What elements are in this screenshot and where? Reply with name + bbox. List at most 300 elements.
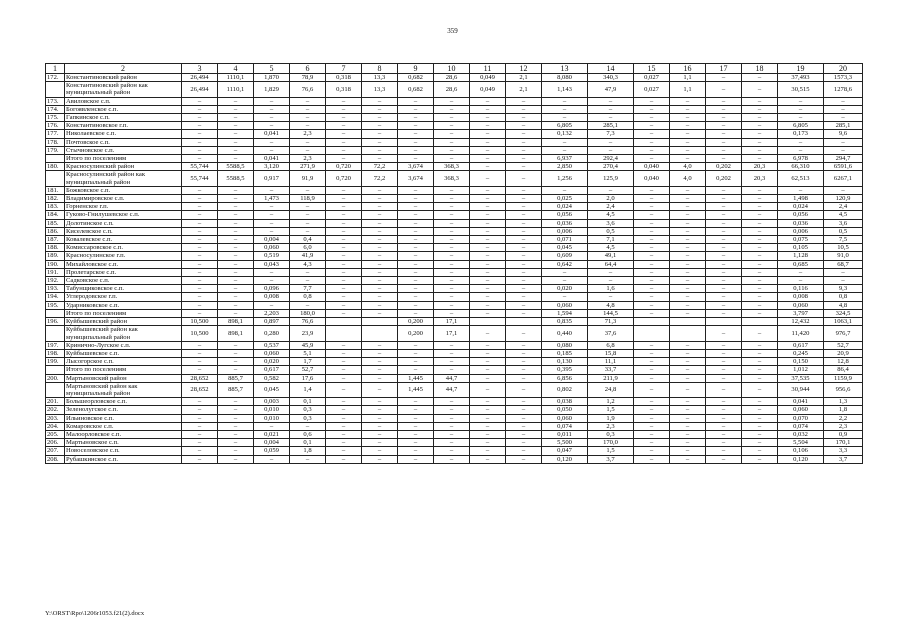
row-number: 185.	[46, 219, 65, 227]
value-cell: 6591,6	[824, 163, 863, 171]
value-cell: 17,1	[434, 326, 470, 341]
value-cell: –	[434, 366, 470, 374]
value-cell: –	[254, 227, 290, 235]
row-name: Авиловское с.п.	[65, 97, 182, 105]
value-cell: –	[634, 293, 670, 301]
value-cell: –	[290, 114, 326, 122]
value-cell: –	[362, 260, 398, 268]
value-cell: 5588,5	[218, 171, 254, 186]
value-cell: 0,200	[398, 318, 434, 326]
value-cell: –	[182, 105, 218, 113]
value-cell: –	[326, 301, 362, 309]
table-row	[46, 277, 863, 285]
value-cell: –	[824, 138, 863, 146]
value-cell: –	[470, 203, 506, 211]
table-row	[46, 203, 863, 211]
header-cell: 20	[824, 64, 863, 74]
value-cell: –	[254, 138, 290, 146]
value-cell: –	[218, 260, 254, 268]
header-cell: 6	[290, 64, 326, 74]
value-cell: –	[398, 366, 434, 374]
value-cell: 6267,1	[824, 171, 863, 186]
value-cell: –	[706, 301, 742, 309]
value-cell: 0,080	[542, 341, 588, 349]
value-cell: 0,802	[542, 382, 588, 397]
value-cell: –	[706, 146, 742, 154]
value-cell: –	[706, 293, 742, 301]
value-cell: –	[434, 211, 470, 219]
value-cell: 340,3	[588, 74, 634, 82]
value-cell: 2,3	[824, 422, 863, 430]
value-cell: –	[434, 244, 470, 252]
value-cell: –	[362, 398, 398, 406]
value-cell: 170,1	[824, 439, 863, 447]
row-number: 193.	[46, 285, 65, 293]
value-cell: 11,420	[778, 326, 824, 341]
value-cell: 0,021	[254, 430, 290, 438]
value-cell: –	[706, 82, 742, 97]
value-cell: –	[670, 455, 706, 463]
value-cell: 0,185	[542, 349, 588, 357]
value-cell: –	[362, 227, 398, 235]
row-name: Куйбышевский район	[65, 318, 182, 326]
row-number: 173.	[46, 97, 65, 105]
value-cell: –	[434, 219, 470, 227]
value-cell: –	[470, 219, 506, 227]
value-cell: –	[542, 268, 588, 276]
header-cell: 10	[434, 64, 470, 74]
value-cell: –	[326, 195, 362, 203]
value-cell: –	[742, 130, 778, 138]
value-cell: 211,9	[588, 374, 634, 382]
value-cell: –	[398, 422, 434, 430]
value-cell: –	[742, 358, 778, 366]
value-cell: 0,060	[542, 301, 588, 309]
value-cell: –	[398, 301, 434, 309]
value-cell: –	[742, 406, 778, 414]
header-cell: 1	[46, 64, 65, 74]
value-cell: –	[742, 105, 778, 113]
value-cell: 20,9	[824, 349, 863, 357]
row-number: 194.	[46, 293, 65, 301]
value-cell: –	[290, 138, 326, 146]
value-cell: –	[506, 138, 542, 146]
row-number: 189.	[46, 252, 65, 260]
value-cell: 3,7	[824, 455, 863, 463]
value-cell: 0,720	[326, 171, 362, 186]
value-cell: –	[742, 268, 778, 276]
value-cell: 0,003	[254, 398, 290, 406]
table-row	[46, 74, 863, 82]
value-cell: –	[742, 341, 778, 349]
value-cell: –	[218, 293, 254, 301]
value-cell: 3,3	[824, 447, 863, 455]
row-name: Красносулинский район	[65, 163, 182, 171]
value-cell: –	[670, 186, 706, 194]
value-cell: 1,498	[778, 195, 824, 203]
value-cell: –	[398, 447, 434, 455]
value-cell: –	[362, 277, 398, 285]
value-cell: –	[506, 285, 542, 293]
value-cell: –	[506, 219, 542, 227]
value-cell: –	[470, 163, 506, 171]
value-cell: 10,500	[182, 326, 218, 341]
value-cell: 0,010	[254, 414, 290, 422]
value-cell: –	[470, 309, 506, 317]
row-name: Горненское г.п.	[65, 203, 182, 211]
row-name: Почтовское с.п.	[65, 138, 182, 146]
value-cell: 0,835	[542, 318, 588, 326]
value-cell: –	[326, 211, 362, 219]
value-cell: 0,280	[254, 326, 290, 341]
value-cell: –	[218, 203, 254, 211]
row-number: 176.	[46, 122, 65, 130]
value-cell: –	[362, 146, 398, 154]
value-cell: –	[182, 358, 218, 366]
value-cell: –	[434, 138, 470, 146]
value-cell: –	[470, 382, 506, 397]
value-cell: 0,318	[326, 82, 362, 97]
value-cell: –	[182, 406, 218, 414]
value-cell: –	[218, 244, 254, 252]
value-cell: 0,720	[326, 163, 362, 171]
value-cell: –	[470, 398, 506, 406]
row-number: 196.	[46, 318, 65, 326]
value-cell: –	[362, 186, 398, 194]
value-cell: –	[706, 455, 742, 463]
value-cell: 72,2	[362, 171, 398, 186]
value-cell: –	[434, 358, 470, 366]
row-number: 179.	[46, 146, 65, 154]
value-cell: –	[588, 146, 634, 154]
row-number: 192.	[46, 277, 65, 285]
value-cell: 0,071	[542, 236, 588, 244]
value-cell: –	[326, 268, 362, 276]
value-cell: 12,8	[824, 358, 863, 366]
value-cell: 4,3	[290, 260, 326, 268]
value-cell: 2,203	[254, 309, 290, 317]
value-cell: –	[434, 293, 470, 301]
value-cell: –	[706, 236, 742, 244]
value-cell: –	[506, 236, 542, 244]
value-cell: –	[742, 74, 778, 82]
value-cell: 292,4	[588, 155, 634, 163]
value-cell: –	[506, 227, 542, 235]
value-cell: –	[182, 447, 218, 455]
value-cell: –	[670, 155, 706, 163]
value-cell: 0,173	[778, 130, 824, 138]
value-cell: –	[670, 252, 706, 260]
value-cell: –	[706, 447, 742, 455]
value-cell: –	[254, 122, 290, 130]
value-cell: 368,3	[434, 171, 470, 186]
value-cell: –	[434, 195, 470, 203]
row-name: Лысогорское с.п.	[65, 358, 182, 366]
row-number: 198.	[46, 349, 65, 357]
value-cell: –	[254, 203, 290, 211]
value-cell: 1,256	[542, 171, 588, 186]
row-name: Гуково-Гнилушевское с.п.	[65, 211, 182, 219]
value-cell: 33,7	[588, 366, 634, 374]
value-cell: –	[218, 130, 254, 138]
value-cell: 0,038	[542, 398, 588, 406]
value-cell: –	[824, 114, 863, 122]
value-cell: 0,060	[254, 244, 290, 252]
value-cell: –	[588, 114, 634, 122]
value-cell: 2,2	[824, 414, 863, 422]
value-cell: –	[218, 146, 254, 154]
value-cell: –	[670, 447, 706, 455]
value-cell: –	[742, 398, 778, 406]
value-cell: –	[326, 219, 362, 227]
value-cell: 0,049	[470, 74, 506, 82]
row-name: Ильиновское с.п.	[65, 414, 182, 422]
row-name: Ударниковское с.п.	[65, 301, 182, 309]
value-cell: –	[470, 227, 506, 235]
value-cell: 0,060	[254, 349, 290, 357]
value-cell: –	[634, 341, 670, 349]
header-cell: 18	[742, 64, 778, 74]
value-cell: 0,075	[778, 236, 824, 244]
table-row	[46, 349, 863, 357]
header-row	[46, 64, 863, 74]
value-cell: 0,024	[778, 203, 824, 211]
value-cell: 0,582	[254, 374, 290, 382]
value-cell: –	[634, 219, 670, 227]
value-cell: –	[398, 219, 434, 227]
value-cell: –	[470, 244, 506, 252]
row-name: Мартыновский район	[65, 374, 182, 382]
value-cell: –	[634, 349, 670, 357]
value-cell: 1,1	[670, 74, 706, 82]
value-cell: –	[182, 252, 218, 260]
value-cell: 0,074	[542, 422, 588, 430]
row-name: Кринично-Лугское с.п.	[65, 341, 182, 349]
value-cell: –	[326, 349, 362, 357]
value-cell: –	[218, 341, 254, 349]
value-cell: –	[634, 301, 670, 309]
value-cell: –	[434, 130, 470, 138]
value-cell: –	[362, 422, 398, 430]
value-cell: –	[362, 105, 398, 113]
value-cell	[326, 326, 362, 341]
value-cell: –	[398, 285, 434, 293]
value-cell: 3,797	[778, 309, 824, 317]
value-cell: –	[670, 430, 706, 438]
value-cell: –	[506, 301, 542, 309]
value-cell: –	[398, 430, 434, 438]
value-cell: –	[326, 97, 362, 105]
value-cell: 10,500	[182, 318, 218, 326]
value-cell: –	[254, 268, 290, 276]
value-cell	[634, 318, 670, 326]
value-cell: 1,8	[824, 406, 863, 414]
value-cell: 76,6	[290, 82, 326, 97]
value-cell: 0,040	[634, 171, 670, 186]
value-cell: 3,6	[588, 219, 634, 227]
value-cell: 1,143	[542, 82, 588, 97]
value-cell: –	[742, 366, 778, 374]
value-cell: –	[434, 285, 470, 293]
value-cell: –	[470, 447, 506, 455]
value-cell: –	[398, 97, 434, 105]
value-cell: –	[670, 398, 706, 406]
value-cell: –	[326, 277, 362, 285]
value-cell: 0,1	[290, 439, 326, 447]
value-cell: 2,850	[542, 163, 588, 171]
value-cell: –	[182, 122, 218, 130]
header-cell: 7	[326, 64, 362, 74]
value-cell: –	[778, 138, 824, 146]
value-cell: –	[588, 268, 634, 276]
value-cell: –	[254, 186, 290, 194]
value-cell: –	[290, 455, 326, 463]
value-cell: –	[182, 293, 218, 301]
value-cell: –	[742, 219, 778, 227]
value-cell: 2,0	[588, 195, 634, 203]
value-cell: –	[706, 358, 742, 366]
value-cell: 285,1	[588, 122, 634, 130]
value-cell: –	[290, 219, 326, 227]
value-cell: –	[326, 227, 362, 235]
value-cell: –	[742, 326, 778, 341]
value-cell: –	[670, 301, 706, 309]
value-cell: –	[742, 374, 778, 382]
value-cell: –	[398, 138, 434, 146]
row-name: Божковское с.п.	[65, 186, 182, 194]
value-cell: –	[182, 398, 218, 406]
value-cell: –	[706, 277, 742, 285]
value-cell: –	[326, 252, 362, 260]
row-name: Табунщиковское с.п.	[65, 285, 182, 293]
value-cell: –	[182, 301, 218, 309]
value-cell: –	[706, 326, 742, 341]
table-row	[46, 236, 863, 244]
value-cell: –	[182, 211, 218, 219]
value-cell: –	[706, 309, 742, 317]
row-name: Большеорловское с.п.	[65, 398, 182, 406]
value-cell: –	[434, 430, 470, 438]
value-cell: –	[218, 406, 254, 414]
value-cell: 0,120	[542, 455, 588, 463]
row-number: 188.	[46, 244, 65, 252]
value-cell: 1,473	[254, 195, 290, 203]
value-cell: –	[218, 309, 254, 317]
value-cell: –	[670, 227, 706, 235]
value-cell: 0,008	[254, 293, 290, 301]
row-number: 200.	[46, 374, 65, 382]
value-cell: 30,515	[778, 82, 824, 97]
value-cell: –	[706, 195, 742, 203]
value-cell: –	[434, 349, 470, 357]
row-number: 190.	[46, 260, 65, 268]
value-cell: 0,004	[254, 439, 290, 447]
value-cell: 368,3	[434, 163, 470, 171]
value-cell: –	[742, 301, 778, 309]
value-cell: –	[778, 277, 824, 285]
value-cell: –	[218, 398, 254, 406]
value-cell: –	[218, 358, 254, 366]
value-cell: –	[670, 414, 706, 422]
value-cell: –	[470, 358, 506, 366]
value-cell: –	[254, 422, 290, 430]
value-cell: –	[182, 439, 218, 447]
value-cell: –	[182, 244, 218, 252]
value-cell: 0,617	[254, 366, 290, 374]
value-cell: 3,120	[254, 163, 290, 171]
value-cell: –	[634, 430, 670, 438]
value-cell: 0,917	[254, 171, 290, 186]
value-cell: 0,9	[824, 430, 863, 438]
value-cell: 0,056	[778, 211, 824, 219]
value-cell: –	[778, 114, 824, 122]
value-cell: 0,020	[254, 358, 290, 366]
value-cell: –	[326, 130, 362, 138]
page-number: 359	[447, 27, 458, 35]
value-cell: –	[670, 422, 706, 430]
value-cell: –	[326, 422, 362, 430]
value-cell: 3,7	[588, 455, 634, 463]
value-cell: –	[326, 155, 362, 163]
value-cell: 91,9	[290, 171, 326, 186]
value-cell	[470, 318, 506, 326]
value-cell: –	[742, 236, 778, 244]
table-row	[46, 211, 863, 219]
value-cell: 0,011	[542, 430, 588, 438]
value-cell: –	[470, 366, 506, 374]
value-cell: 6,8	[588, 341, 634, 349]
value-cell: –	[470, 277, 506, 285]
value-cell: –	[506, 171, 542, 186]
value-cell: 15,8	[588, 349, 634, 357]
value-cell: –	[362, 244, 398, 252]
value-cell: 1,445	[398, 382, 434, 397]
value-cell: –	[362, 301, 398, 309]
table-row	[46, 318, 863, 326]
value-cell: 0,060	[778, 406, 824, 414]
value-cell: 12,432	[778, 318, 824, 326]
header-cell: 16	[670, 64, 706, 74]
value-cell: 0,043	[254, 260, 290, 268]
value-cell: 0,897	[254, 318, 290, 326]
value-cell: –	[542, 293, 588, 301]
value-cell: –	[588, 105, 634, 113]
value-cell: 4,8	[588, 301, 634, 309]
value-cell: –	[218, 105, 254, 113]
value-cell: 0,025	[542, 195, 588, 203]
row-name: Рубашкинское с.п.	[65, 455, 182, 463]
value-cell: –	[706, 122, 742, 130]
value-cell: –	[634, 406, 670, 414]
value-cell: –	[326, 358, 362, 366]
table-row	[46, 138, 863, 146]
value-cell: –	[290, 105, 326, 113]
value-cell: 285,1	[824, 122, 863, 130]
value-cell: –	[470, 186, 506, 194]
value-cell: –	[506, 422, 542, 430]
value-cell: –	[290, 277, 326, 285]
value-cell: –	[634, 114, 670, 122]
header-cell: 3	[182, 64, 218, 74]
value-cell: 91,0	[824, 252, 863, 260]
row-name: Богоявленское с.п.	[65, 105, 182, 113]
value-cell: 4,5	[824, 211, 863, 219]
value-cell: –	[218, 285, 254, 293]
value-cell: –	[182, 349, 218, 357]
value-cell: 9,3	[824, 285, 863, 293]
value-cell: 976,7	[824, 326, 863, 341]
value-cell: 0,642	[542, 260, 588, 268]
